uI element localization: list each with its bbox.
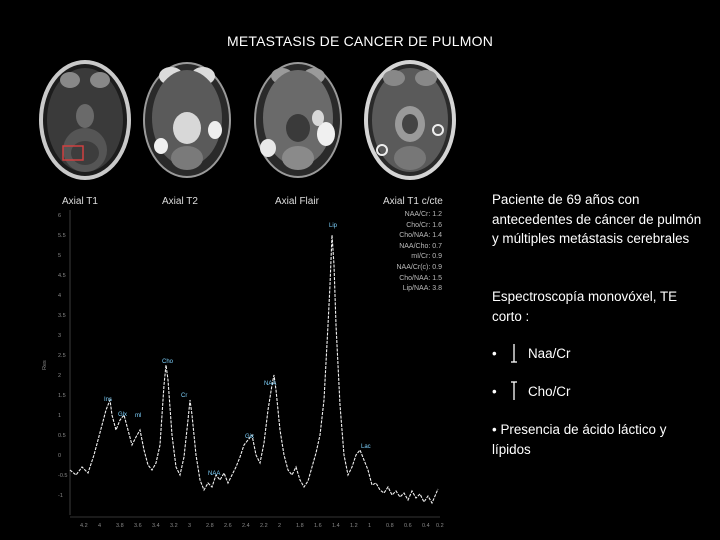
ratio-row: NAA/Cr: 1.2 <box>404 211 442 218</box>
peak-label: ml <box>135 413 142 419</box>
ratio-row: NAA/Cr(c): 0.9 <box>396 263 442 271</box>
x-tick-label: 0.4 <box>422 523 430 529</box>
ratio-table <box>382 210 442 295</box>
x-tick-label: 0.2 <box>436 523 444 529</box>
bullet-text: Naa/Cr <box>528 345 571 361</box>
bullet-cho-cr <box>492 381 570 401</box>
x-tick-label: 2.4 <box>242 523 250 529</box>
x-tick-label: 1.4 <box>332 523 340 529</box>
y-tick-label: 6 <box>58 213 62 219</box>
y-tick-label: 4 <box>58 293 62 299</box>
x-tick-label: 3.4 <box>152 523 160 529</box>
x-tick-label: 3 <box>188 523 192 529</box>
x-tick-label: 2.6 <box>224 523 232 529</box>
ratio-row: Cho/NAA: 1.5 <box>399 274 442 282</box>
mri-axial-flair-image <box>248 58 348 188</box>
peak-label: NAA <box>208 471 221 477</box>
x-tick-label: 3.2 <box>170 523 178 529</box>
bullet-naa-cr <box>492 343 570 363</box>
mri-axial-t1-contrast-image <box>360 58 460 188</box>
peak-label: Glx <box>118 412 127 418</box>
bullet-dot: • <box>492 345 497 361</box>
ratio-row: mI/Cr: 0.9 <box>411 253 442 261</box>
lactate-lipids-text <box>492 420 702 459</box>
x-tick-label: 2.2 <box>260 523 268 529</box>
x-tick-label: 2 <box>278 523 282 529</box>
x-axis <box>70 517 444 529</box>
arrow-up-icon <box>510 381 518 401</box>
y-axis <box>42 213 67 499</box>
slide-title: METASTASIS DE CANCER DE PULMON <box>226 33 494 49</box>
scan-label-axial-t2: Axial T2 <box>162 196 198 207</box>
ratio-row: Cho/NAA: 1.4 <box>399 232 442 240</box>
y-tick-label: 2 <box>58 373 62 379</box>
y-tick-label: -0.5 <box>58 473 68 479</box>
peak-label: Gix <box>245 434 254 440</box>
peak-label: Ins <box>104 397 113 403</box>
patient-history-text: Paciente de 69 años con antecedentes de cáncer de pulmón y múltiples metástasis cerebrales <box>492 192 702 246</box>
bullet-dot: • <box>492 383 497 399</box>
y-axis-label: Res <box>42 360 48 370</box>
y-tick-label: -1 <box>58 493 63 499</box>
y-tick-label: 5.5 <box>58 233 66 239</box>
y-tick-label: 1.5 <box>58 393 66 399</box>
scan-label-axial-flair: Axial Flair <box>275 196 319 207</box>
x-tick-label: 4 <box>98 523 102 529</box>
technique-text: Espectroscopía monovóxel, TE corto : <box>492 289 678 324</box>
x-tick-label: 0.6 <box>404 523 412 529</box>
y-tick-label: 3.5 <box>58 313 66 319</box>
peak-label: Lac <box>361 444 371 450</box>
x-tick-label: 1 <box>368 523 372 529</box>
y-tick-label: 4.5 <box>58 273 66 279</box>
x-tick-label: 4.2 <box>80 523 88 529</box>
y-tick-label: 3 <box>58 333 62 339</box>
ratio-row: Lip/NAA: 3.8 <box>402 285 442 293</box>
ratio-row: Cho/Cr: 1.6 <box>406 221 442 229</box>
y-tick-label: 0 <box>58 453 62 459</box>
arrow-down-icon <box>510 343 518 363</box>
x-tick-label: 2.8 <box>206 523 214 529</box>
x-tick-label: 1.2 <box>350 523 358 529</box>
mri-axial-t1-image <box>35 58 135 188</box>
peak-label: Cho <box>162 359 174 365</box>
x-tick-label: 0.8 <box>386 523 394 529</box>
bullet-dot: • <box>492 422 497 437</box>
x-tick-label: 1.8 <box>296 523 304 529</box>
y-tick-label: 0.5 <box>58 433 66 439</box>
ratio-row: NAA/Cho: 0.7 <box>399 242 442 250</box>
x-tick-label: 1.6 <box>314 523 322 529</box>
peak-label: Lip <box>329 223 338 229</box>
x-tick-label: 3.8 <box>116 523 124 529</box>
scan-label-axial-t1-contrast: Axial T1 c/cte <box>383 196 443 207</box>
bullet-text: Presencia de ácido láctico y lípidos <box>492 422 667 457</box>
y-tick-label: 1 <box>58 413 62 419</box>
mri-axial-t2-image <box>137 58 237 188</box>
scan-label-axial-t1: Axial T1 <box>62 196 98 207</box>
bullet-text: Cho/Cr <box>528 383 571 399</box>
peak-label: Cr <box>181 393 188 399</box>
peak-label: NAA <box>264 381 277 387</box>
y-tick-label: 2.5 <box>58 353 66 359</box>
x-tick-label: 3.6 <box>134 523 142 529</box>
y-tick-label: 5 <box>58 253 62 259</box>
